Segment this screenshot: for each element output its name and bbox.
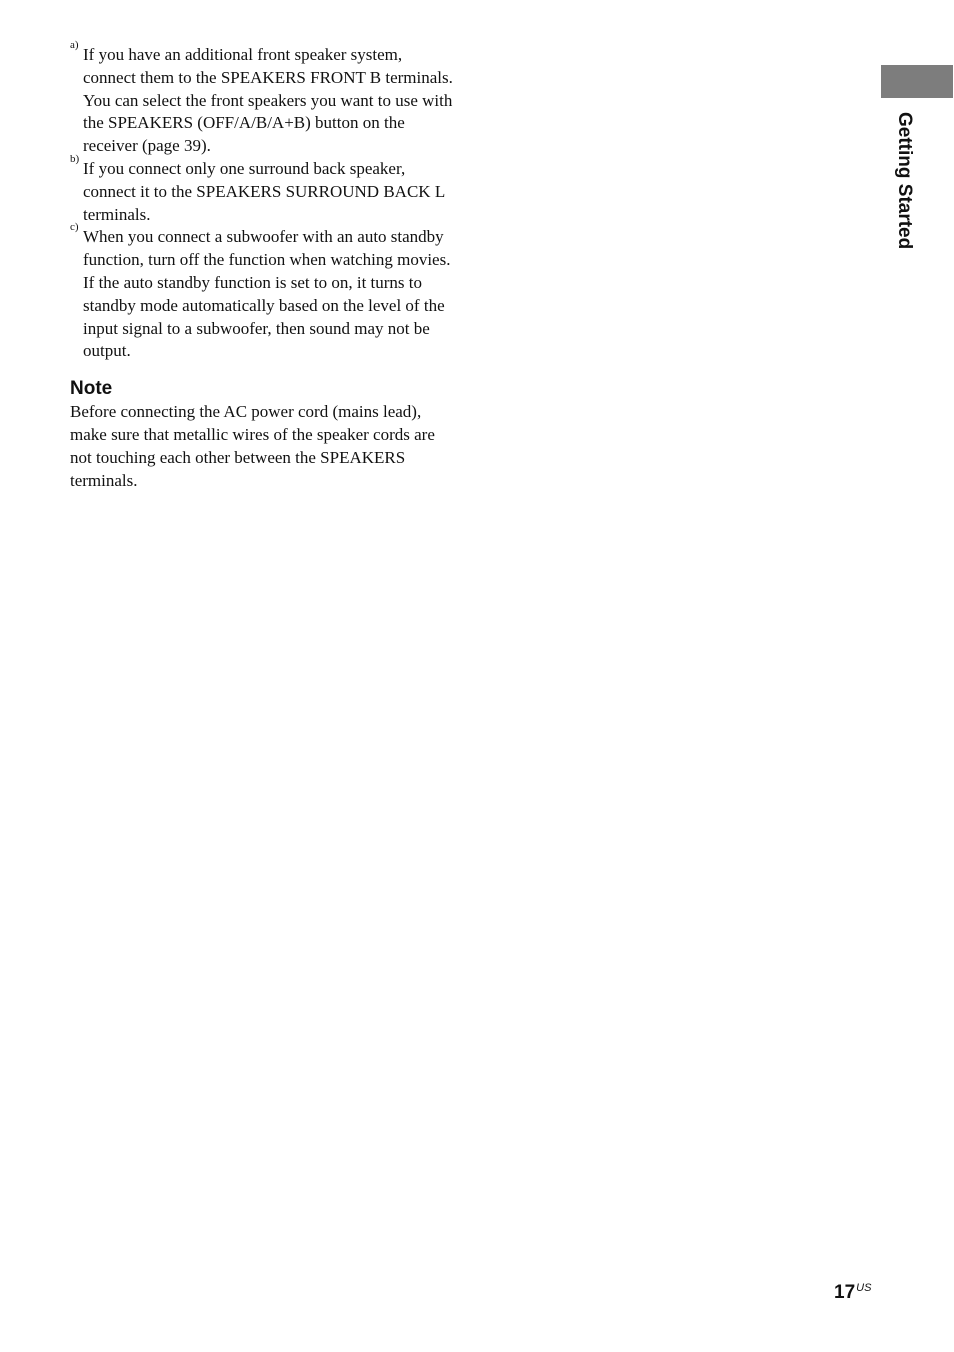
main-column: [70, 39, 454, 492]
footnote-mark: a): [70, 39, 79, 51]
footnote-text: If you have an additional front speaker system, connect them to the SPEAKERS FRONT B terminals. You can select the front speakers you want to use with the SPEAKERS (OFF/A/B/A+B) button on the receiver (page 39).: [83, 45, 453, 156]
page-number-value: 17: [834, 1282, 856, 1303]
section-tab-label: Getting Started: [894, 112, 915, 250]
page-number-suffix: US: [856, 1281, 872, 1294]
page-number: [834, 1281, 871, 1305]
note-heading: Note: [70, 378, 113, 400]
footnote-c: [70, 221, 454, 363]
footnote-mark: b): [70, 152, 80, 165]
footnote-a: [70, 39, 454, 158]
footnote-mark: c): [70, 221, 79, 234]
footnote-text: If you connect only one surround back speaker, connect it to the SPEAKERS SURROUND BACK L terminals.: [83, 158, 445, 224]
section-tab-marker: [881, 65, 953, 98]
footnote-text: When you connect a subwoofer with an auto standby function, turn off the function when watching movies. If the auto standby function is set to on, it turns to standby mode automatically based on the level of the input signal to a subwoofer, then sound may not be output.: [83, 227, 451, 361]
footnote-b: [70, 152, 454, 226]
note-body: Before connecting the AC power cord (mains lead), make sure that metallic wires of the speaker cords are not touching each other between the SPEAKERS terminals.: [70, 402, 435, 490]
